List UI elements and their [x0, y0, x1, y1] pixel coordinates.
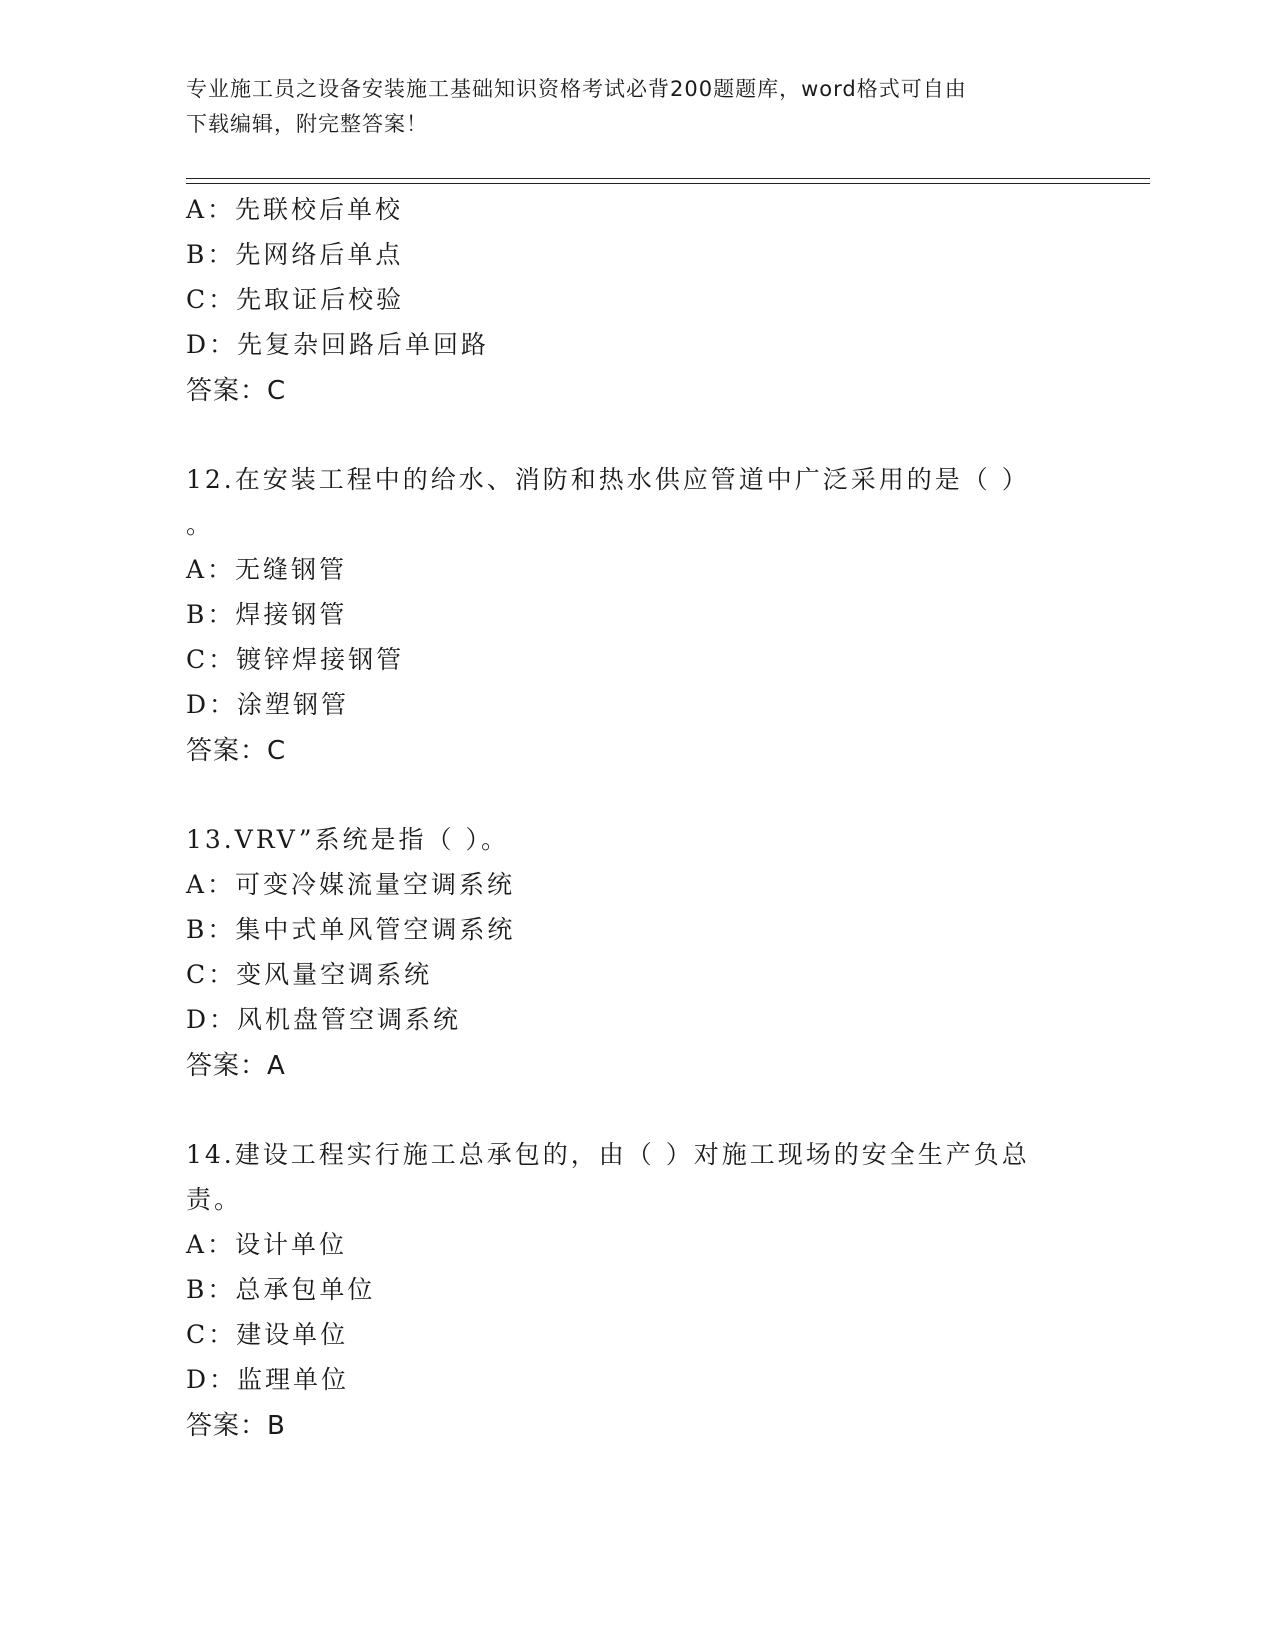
q12-answer: 答案：C [186, 736, 287, 766]
document-header [186, 72, 1066, 142]
q13-option-b: B：集中式单风管空调系统 [186, 915, 516, 944]
q12-stem-line-1: 12.在安装工程中的给水、消防和热水供应管道中广泛采用的是（ ） [186, 465, 1030, 494]
header-line-1: 专业施工员之设备安装施工基础知识资格考试必背200题题库，word格式可自由 [186, 77, 967, 101]
q12-option-b: B：焊接钢管 [186, 600, 348, 629]
q13-answer: 答案：A [186, 1051, 286, 1081]
q11-option-b: B：先网络后单点 [186, 240, 404, 269]
q11-option-d: D：先复杂回路后单回路 [186, 330, 490, 359]
header-divider-top [186, 178, 1150, 179]
q14-option-c: C：建设单位 [186, 1320, 349, 1349]
q13-stem: 13.VRV”系统是指（ ）。 [186, 825, 509, 854]
q14-stem-line-1: 14.建设工程实行施工总承包的，由（ ）对施工现场的安全生产负总 [186, 1140, 1030, 1169]
q14-option-a: A：设计单位 [186, 1230, 348, 1259]
q12-option-d: D：涂塑钢管 [186, 690, 350, 719]
header-line-2: 下载编辑，附完整答案！ [186, 112, 428, 136]
q11-option-c: C：先取证后校验 [186, 285, 405, 314]
q11-answer: 答案：C [186, 376, 287, 406]
q12-option-a: A：无缝钢管 [186, 555, 348, 584]
q14-stem-line-2: 责。 [186, 1185, 243, 1214]
q13-option-c: C：变风量空调系统 [186, 960, 433, 989]
q14-option-d: D：监理单位 [186, 1365, 350, 1394]
q13-option-a: A：可变冷媒流量空调系统 [186, 870, 516, 899]
q14-option-b: B：总承包单位 [186, 1275, 376, 1304]
q14-answer: 答案：B [186, 1411, 286, 1441]
q12-option-c: C：镀锌焊接钢管 [186, 645, 405, 674]
header-divider-bottom [186, 183, 1150, 184]
q13-option-d: D：风机盘管空调系统 [186, 1005, 462, 1034]
q11-option-a: A：先联校后单校 [186, 195, 404, 224]
q12-stem-line-2: 。 [186, 510, 215, 539]
